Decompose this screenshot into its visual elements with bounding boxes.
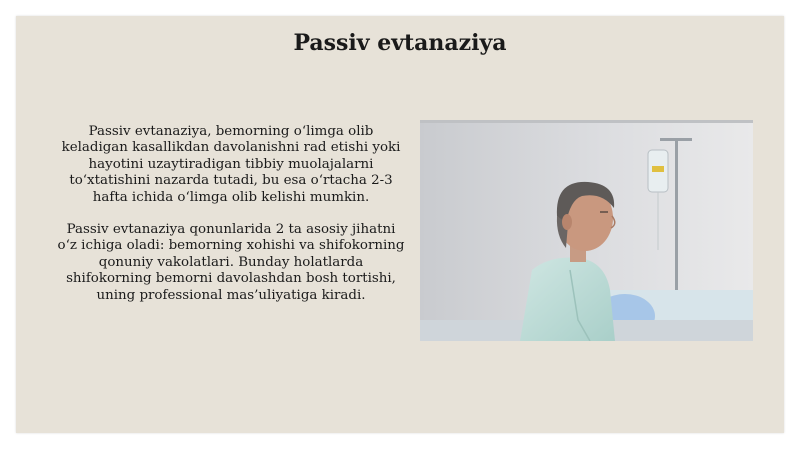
slide-title: Passiv evtanaziya bbox=[293, 30, 507, 56]
patient-in-hospital-photo bbox=[420, 120, 753, 341]
slide bbox=[16, 16, 784, 433]
slide-body-text bbox=[56, 124, 406, 320]
paragraph-legal-aspects: Passiv evtanaziya qonunlarida 2 ta asosiy jihatni o‘z ichiga oladi: bemorning xohishi va shifokorning qonuniy vakolatlari. Bunday holatlarda shifokorning bemorni davolashdan bosh tortishi, uning professional mas’uliyatiga kiradi. bbox=[57, 222, 405, 303]
paragraph-definition: Passiv evtanaziya, bemorning o‘limga olib keladigan kasallikdan davolanishni rad etishi yoki hayotini uzaytiradigan tibbiy muolajalarni to‘xtatishini nazarda tutadi, bu esa o‘rtacha 2-3 hafta ichida o‘limga olib kelishi mumkin. bbox=[61, 124, 401, 205]
